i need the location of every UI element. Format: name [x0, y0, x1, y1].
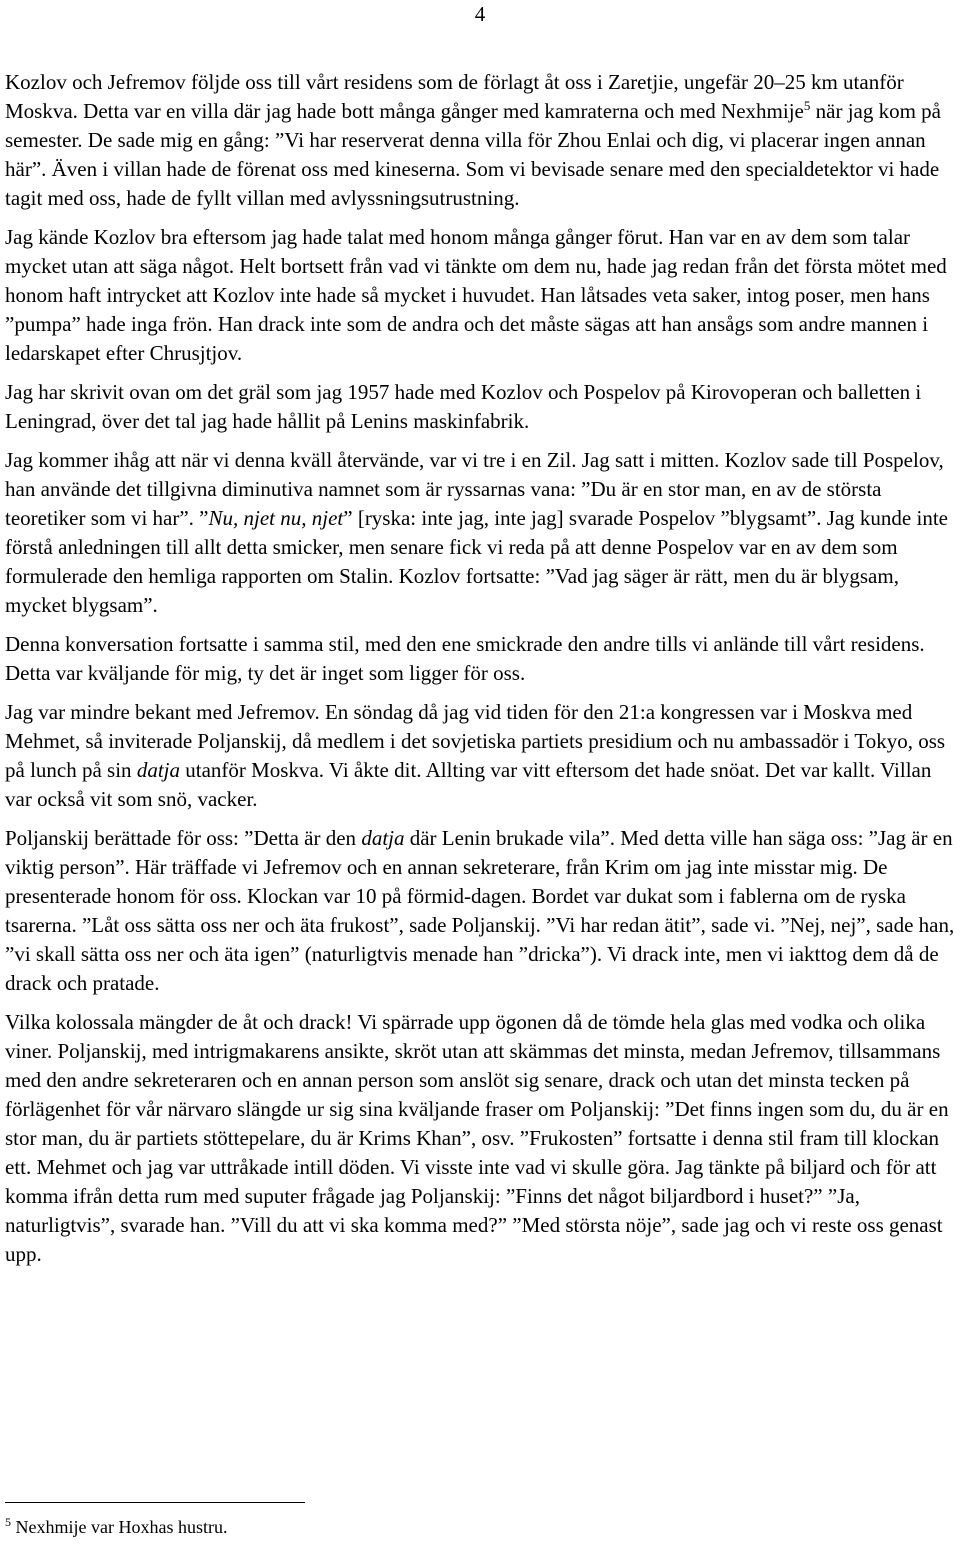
paragraph — [5, 223, 957, 368]
paragraph — [5, 698, 957, 814]
italic-text: datja — [136, 758, 180, 782]
paragraph — [5, 824, 957, 998]
paragraph-text: Jag har skrivit ovan om det gräl som jag 1957 hade med Kozlov och Pospelov på Kirovoperan och balletten i Leningrad, över det tal jag hade hållit på Lenins maskinfabrik. — [5, 380, 922, 433]
paragraph-text: Kozlov och Jefremov följde oss till vårt residens som de förlagt åt oss i Zaretjie, ungefär 20–25 km utanför Moskva. Detta var en villa där jag hade bott många gånger med kamraterna och med Nexhmije — [5, 70, 904, 123]
paragraph — [5, 378, 957, 436]
paragraph-text: Poljanskij berättade för oss: ”Detta är den — [5, 826, 362, 850]
footnote-divider — [5, 1502, 305, 1503]
italic-text: Nu, njet nu, njet — [208, 506, 344, 530]
paragraph-text: när jag kom på semester. De sade mig en gång: ”Vi har reserverat denna villa för Zhou Enlai och dig, vi placerar ingen annan här”. Även i villan hade de förenat oss med kineserna. Som vi bevisade senare med den specialdetektor vi hade tagit med oss, hade de fyllt villan med avlyssningsutrustning. — [5, 99, 941, 210]
paragraph-text: där Lenin brukade vila”. Med detta ville han säga oss: ”Jag är en viktig person”. Här träffade vi Jefremov och en annan sekreterare, från Krim om jag inte misstar mig. De presenterade honom för oss. Klockan var 10 på förmid-dagen. Bordet var dukat som i fablerna om de ryska tsarerna. ”Låt oss sätta oss ner och äta frukost”, sade Poljanskij. ”Vi har redan ätit”, sade vi. ”Nej, nej”, sade han, ”vi skall sätta oss ner och äta igen” (naturligtvis menade han ”dricka”). Vi drack inte, men vi iakttog dem då de drack och pratade. — [5, 826, 955, 995]
paragraph-text: utanför Moskva. Vi åkte dit. Allting var vitt eftersom det hade snöat. Det var kallt. Villan var också vit som snö, vacker. — [5, 758, 932, 811]
paragraph-text: Jag kände Kozlov bra eftersom jag hade talat med honom många gånger förut. Han var en av dem som talar mycket utan att säga något. Helt bortsett från vad vi tänkte om dem nu, hade jag redan från det första mötet med honom haft intrycket att Kozlov inte hade så mycket i huvudet. Han låtsades veta saker, intog poser, men hans ”pumpa” hade inga frön. Han drack inte som de andra och det måste sägas att han ansågs som andre mannen i ledarskapet efter Chrusjtjov. — [5, 225, 947, 365]
paragraph-text: ” [ryska: inte jag, inte jag] svarade Pospelov ”blygsamt”. Jag kunde inte förstå anledningen till allt detta smicker, men senare fick vi reda på att denne Pospelov var en av dem som formulerade den hemliga rapporten om Stalin. Kozlov fortsatte: ”Vad jag säger är rätt, men du är blygsam, mycket blygsam”. — [5, 506, 948, 617]
paragraph — [5, 630, 957, 688]
paragraph — [5, 68, 957, 213]
paragraph-text: Jag var mindre bekant med Jefremov. En söndag då jag vid tiden för den 21:a kongressen var i Moskva med Mehmet, så inviterade Poljanskij, då medlem i det sovjetiska partiets presidium och nu ambassadör i Tokyo, oss på lunch på sin — [5, 700, 946, 782]
paragraph-text: Denna konversation fortsatte i samma stil, med den ene smickrade den andre tills vi anlände till vårt residens. Detta var kväljande för mig, ty det är inget som ligger för oss. — [5, 632, 925, 685]
footnote-reference: 5 — [803, 98, 811, 113]
footnote-marker: 5 — [5, 1515, 11, 1529]
body-text — [5, 68, 957, 1279]
paragraph-text: Vilka kolossala mängder de åt och drack! Vi spärrade upp ögonen då de tömde hela glas med vodka och olika viner. Poljanskij, med intrigmakarens ansikte, skröt utan att skämmas det minsta, medan Jefremov, tillsammans med den andre sekreteraren och en annan person som anslöt sig senare, drack och utan det minsta tecken på förlägenhet för vår närvaro slängde ur sig sina kväljande fraser om Poljanskij: ”Det finns ingen som du, du är en stor man, du är partiets stöttepelare, du är Krims Khan”, osv. ”Frukosten” fortsatte i denna stil fram till klockan ett. Mehmet och jag var uttråkade intill döden. Vi visste inte vad vi skulle göra. Jag tänkte på biljard och för att komma ifrån detta rum med suputer frågade jag Poljanskij: ”Finns det något biljardbord i huset?” ”Ja, naturligtvis”, svarade han. ”Vill du att vi ska komma med?” ”Med största nöje”, sade jag och vi reste oss genast upp. — [5, 1010, 949, 1266]
paragraph — [5, 1008, 957, 1269]
paragraph-text: Jag kommer ihåg att när vi denna kväll återvände, var vi tre i en Zil. Jag satt i mitten. Kozlov sade till Pospelov, han använde det tillgivna diminutiva namnet som är ryssarnas vana: ”Du är en stor man, en av de största teoretiker som vi har”. ” — [5, 448, 944, 530]
footnote-text: Nexhmije var Hoxhas hustru. — [11, 1517, 228, 1537]
page-number: 4 — [474, 2, 486, 26]
footnote — [5, 1515, 227, 1539]
italic-text: datja — [361, 826, 405, 850]
paragraph — [5, 446, 957, 620]
